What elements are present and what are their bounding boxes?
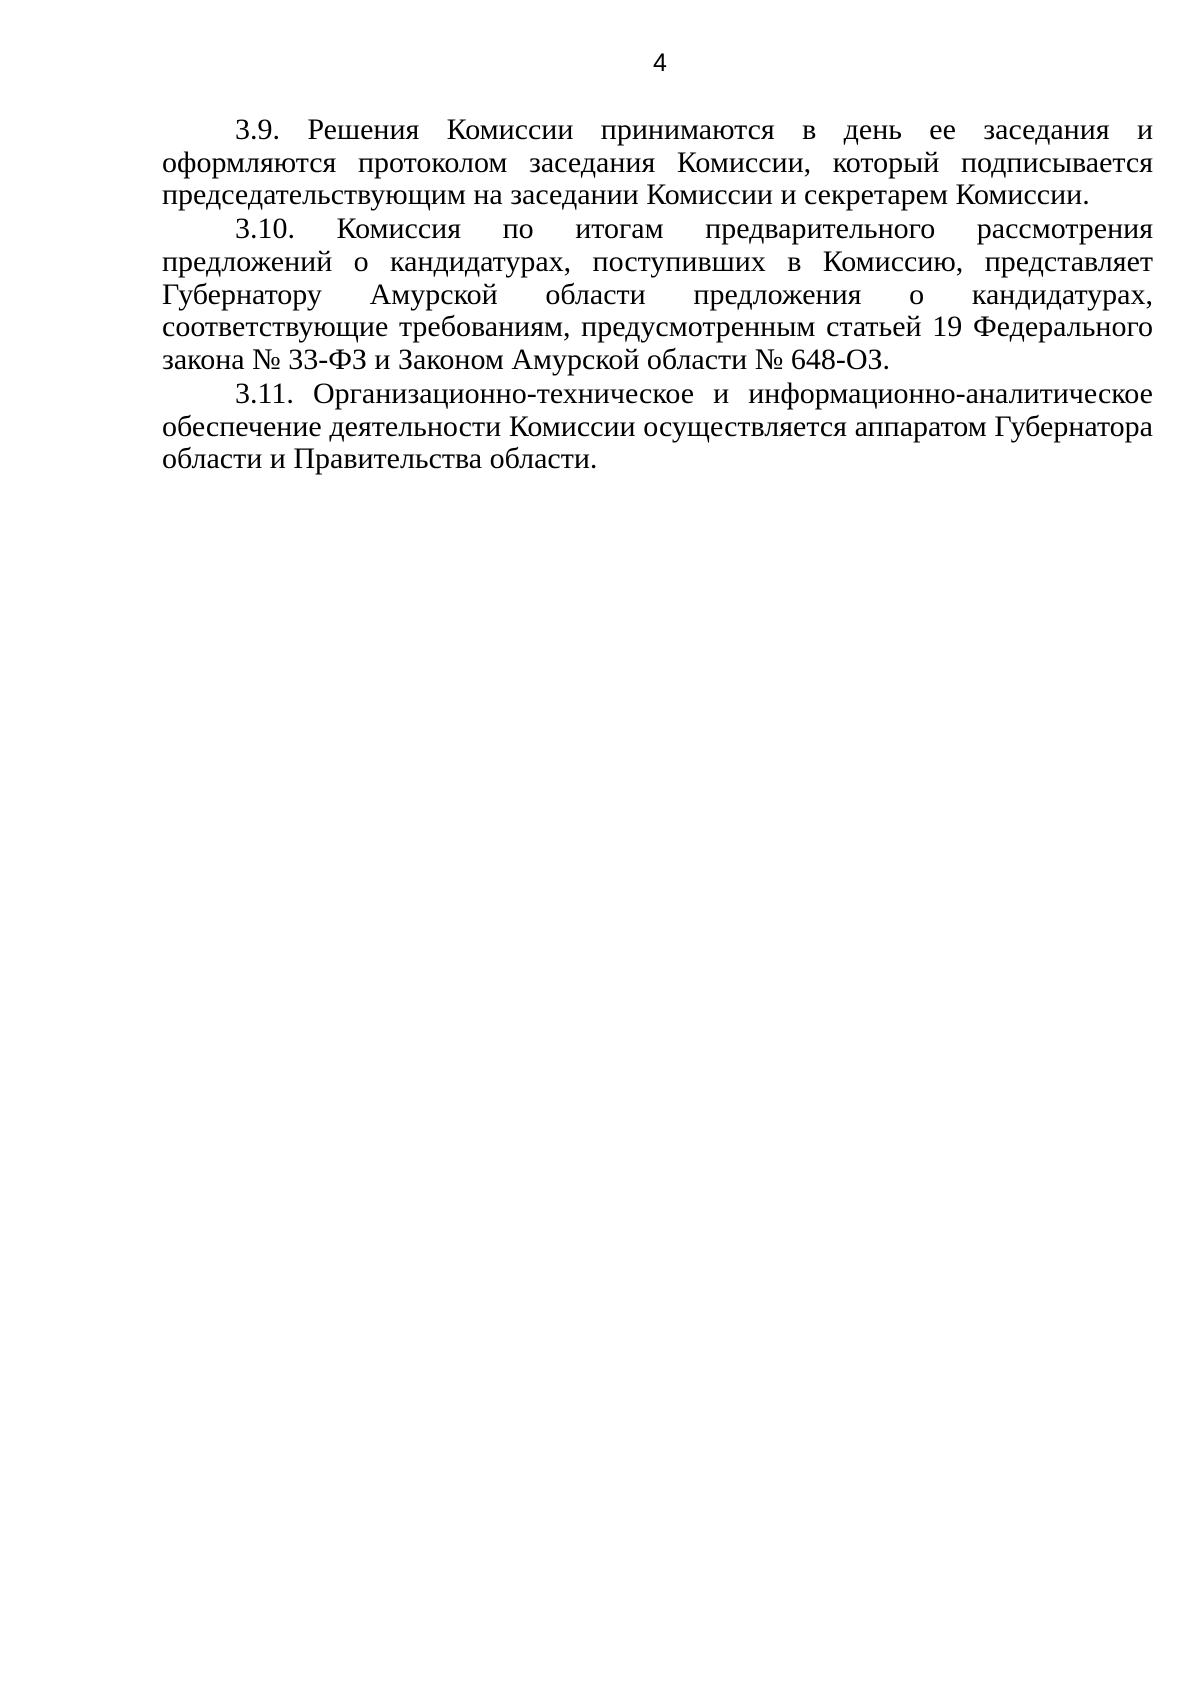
document-body — [162, 114, 1153, 477]
paragraph-3-10: 3.10. Комиссия по итогам предварительного рассмотрения предложений о кандидатурах, поступивших в Комиссию, представляет Губернатору Амурской области предложения о кандидатурах, соответствующие требованиям, предусмотренным статьей 19 Федерального закона № 33-ФЗ и Законом Амурской области № 648-ОЗ. — [162, 212, 1153, 376]
paragraph-3-11: 3.11. Организационно-техническое и информационно-аналитическое обеспечение деятельности Комиссии осуществляется аппаратом Губернатора области и Правительства области. — [162, 376, 1153, 476]
page-number: 4 — [653, 49, 667, 77]
paragraph-3-9: 3.9. Решения Комиссии принимаются в день ее заседания и оформляются протоколом заседания Комиссии, который подписывается председательствующим на заседании Комиссии и секретарем Комиссии. — [162, 113, 1153, 212]
